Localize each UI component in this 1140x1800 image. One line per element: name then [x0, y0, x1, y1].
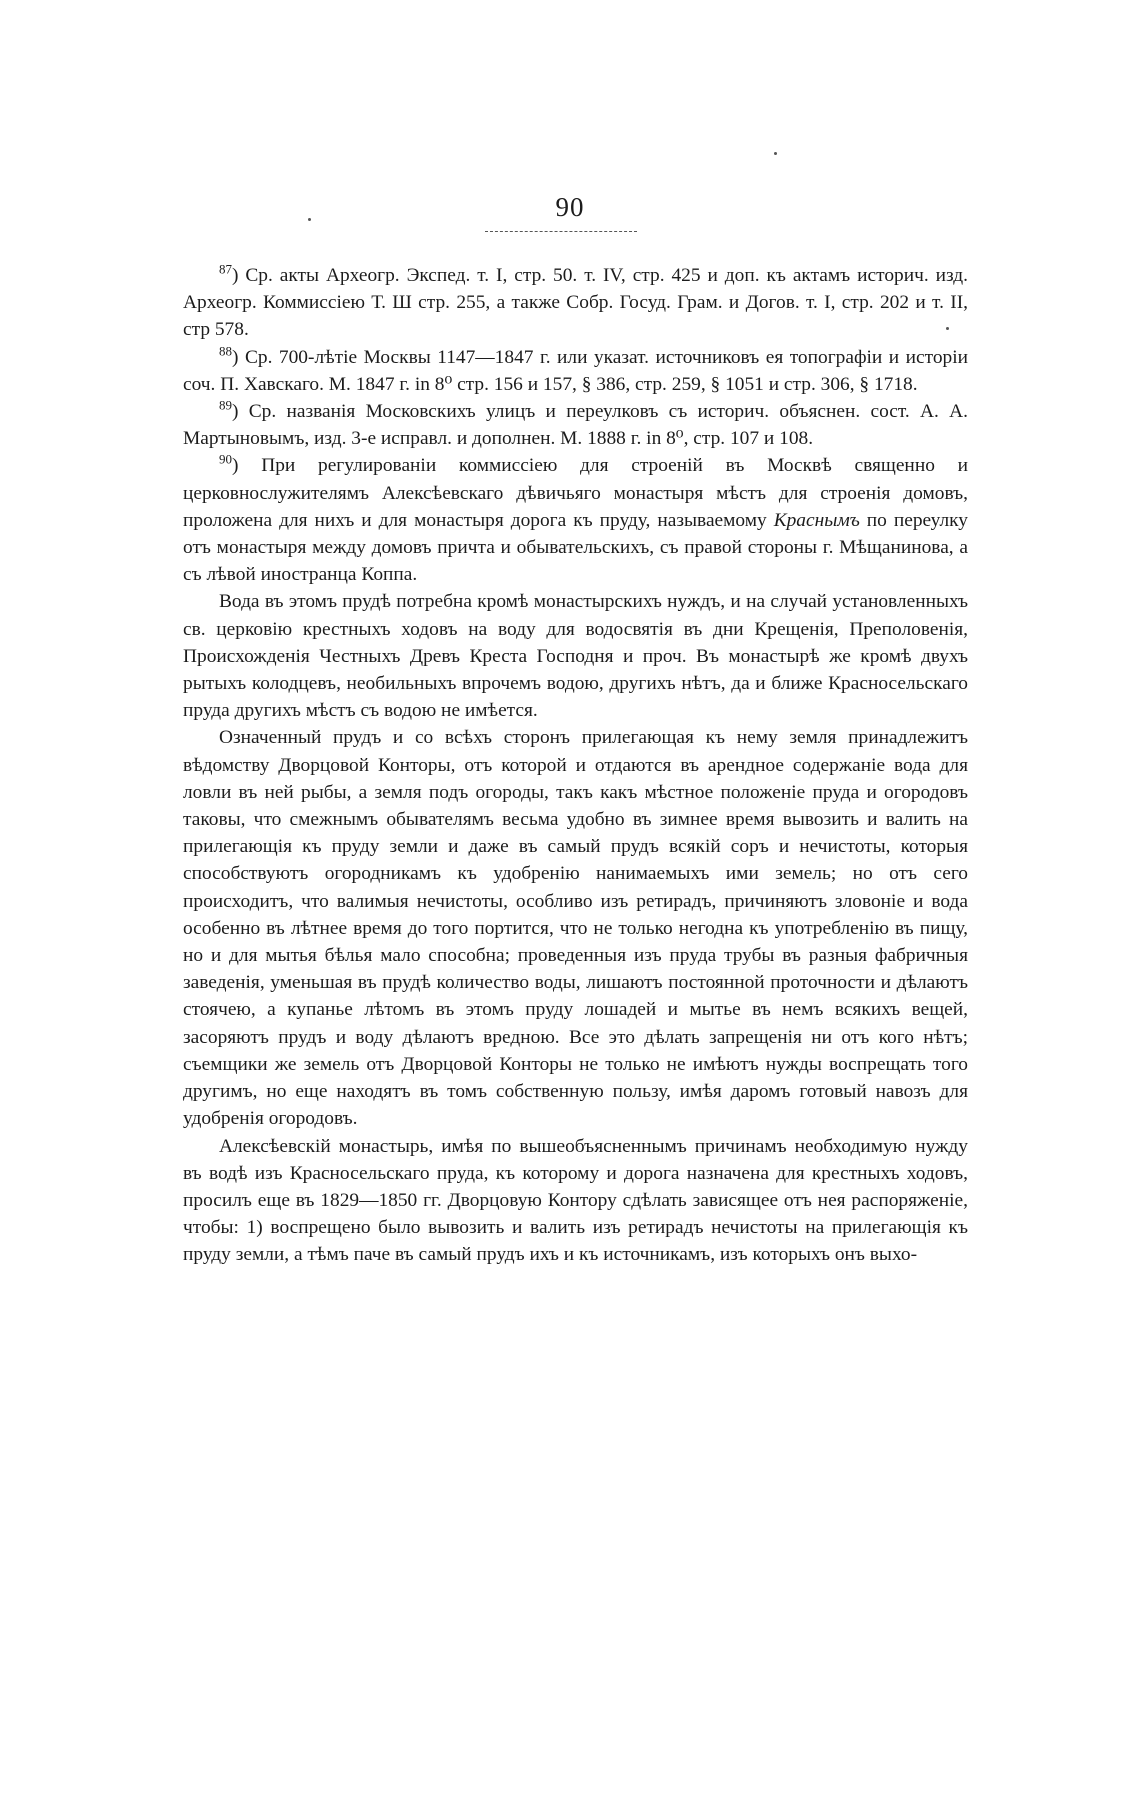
- speck-mark: [774, 152, 777, 155]
- header-rule: [485, 231, 637, 232]
- body-paragraph: Означенный прудъ и со всѣхъ сторонъ прилегающая къ нему земля принадлежитъ вѣдомству Дворцовой Конторы, отъ которой и отдаются въ арендное содержанiе вода для ловли въ ней рыбы, а земля подъ огороды, такъ какъ мѣстное положенiе пруда и огородовъ таковы, что смежнымъ обывателямъ весьма удобно въ зимнее время вывозить и валить на прилегающiя къ пруду земли и даже въ самый прудъ всякiй соръ и нечистоты, которыя способствуютъ огородникамъ къ удобренiю нанимаемыхъ ими земель; но отъ сего происходитъ, что валимыя нечистоты, особливо изъ ретирадъ, причиняютъ зловонiе и вода особенно въ лѣтнее время до того портится, что не только негодна къ употребленiю въ пищу, но и для мытья бѣлья мало способна; проведенныя изъ пруда трубы въ разныя фабричныя заведенiя, уменьшая въ прудѣ количество воды, лишаютъ постоянной проточности и дѣлаютъ стоячею, а купанье лѣтомъ въ этомъ пруду лошадей и мытье въ немъ всякихъ вещей, засоряютъ прудъ и воду дѣлаютъ вредною. Все это дѣлать запрещенiя ни отъ кого нѣтъ; съемщики же земель отъ Дворцовой Конторы не только не имѣютъ нужды воспрещать того другимъ, но еще находятъ въ томъ собственную пользу, имѣя даромъ готовый навозъ для удобренiя огородовъ.: [183, 727, 968, 1130]
- page-number: 90: [555, 192, 585, 222]
- footnote-text: по переулку отъ монастыря между домовъ причта и обывательскихъ, съ правой стороны г. Мѣщанинова, а съ лѣвой иностранца Коппа.: [183, 509, 968, 586]
- footnote-87: [183, 262, 968, 344]
- footnote-number: 89: [219, 397, 232, 413]
- speck-mark: [308, 218, 311, 221]
- footnote-90: [183, 452, 968, 588]
- footnote-number: 87: [219, 261, 232, 277]
- body-paragraph: Вода въ этомъ прудѣ потребна кромѣ монастырскихъ нуждъ, и на случай установленныхъ св. церковiю крестныхъ ходовъ на воду для водосвятiя въ дни Крещенiя, Преполовенiя, Происхожденiя Честныхъ Древъ Креста Господня и проч. Въ монастырѣ же кромѣ двухъ рытыхъ колодцевъ, необильныхъ впрочемъ водою, другихъ нѣтъ, да и ближе Красносельскаго пруда другихъ мѣстъ съ водою не имѣется.: [183, 591, 968, 722]
- footnote-89: [183, 398, 968, 452]
- page-text: [183, 262, 968, 1269]
- body-paragraph: Алексѣевскiй монастырь, имѣя по вышеобъясненнымъ причинамъ необходимую нужду въ водѣ изъ Красносельскаго пруда, къ которому и дорога назначена для крестныхъ ходовъ, просилъ еще въ 1829—1850 гг. Дворцовую Контору сдѣлать зависящее отъ нея распоряженiе, чтобы: 1) воспрещено было вывозить и валить изъ ретирадъ нечистоты на прилегающiя къ пруду земли, а тѣмъ паче въ самый прудъ ихъ и къ источникамъ, изъ которыхъ онъ выхо-: [183, 1135, 968, 1266]
- footnote-text: ) Ср. 700-лѣтiе Москвы 1147—1847 г. или указат. источниковъ ея топографiи и исторiи соч. П. Хавскаго. М. 1847 г. in 8⁰ стр. 156 и 157, § 386, стр. 259, § 1051 и стр. 306, § 1718.: [183, 346, 968, 395]
- footnote-text: ) При регулированiи коммиссiею для строенiй въ Москвѣ священно и церковнослужителямъ Алексѣевскаго дѣвичьяго монастыря мѣстъ для строенiя домовъ, проложена для нихъ и для монастыря дорога къ пруду, называемому: [183, 455, 968, 531]
- footnote-text: ) Ср. названiя Московскихъ улицъ и переулковъ съ историч. объяснен. сост. А. А. Мартыновымъ, изд. 3-е исправл. и дополнен. М. 1888 г. in 8⁰, стр. 107 и 108.: [183, 401, 968, 450]
- footnote-88: [183, 344, 968, 398]
- footnote-text: ) Ср. акты Археогр. Экспед. т. I, стр. 50. т. IV, стр. 425 и доп. къ актамъ историч. изд. Археогр. Коммиссiею Т. Ш стр. 255, а также Собр. Госуд. Грам. и Догов. т. I, стр. 202 и т. II, стр 578.: [183, 265, 968, 341]
- footnote-emphasis: Краснымъ: [773, 509, 860, 531]
- footnote-number: 90: [219, 451, 232, 467]
- footnote-number: 88: [219, 343, 232, 359]
